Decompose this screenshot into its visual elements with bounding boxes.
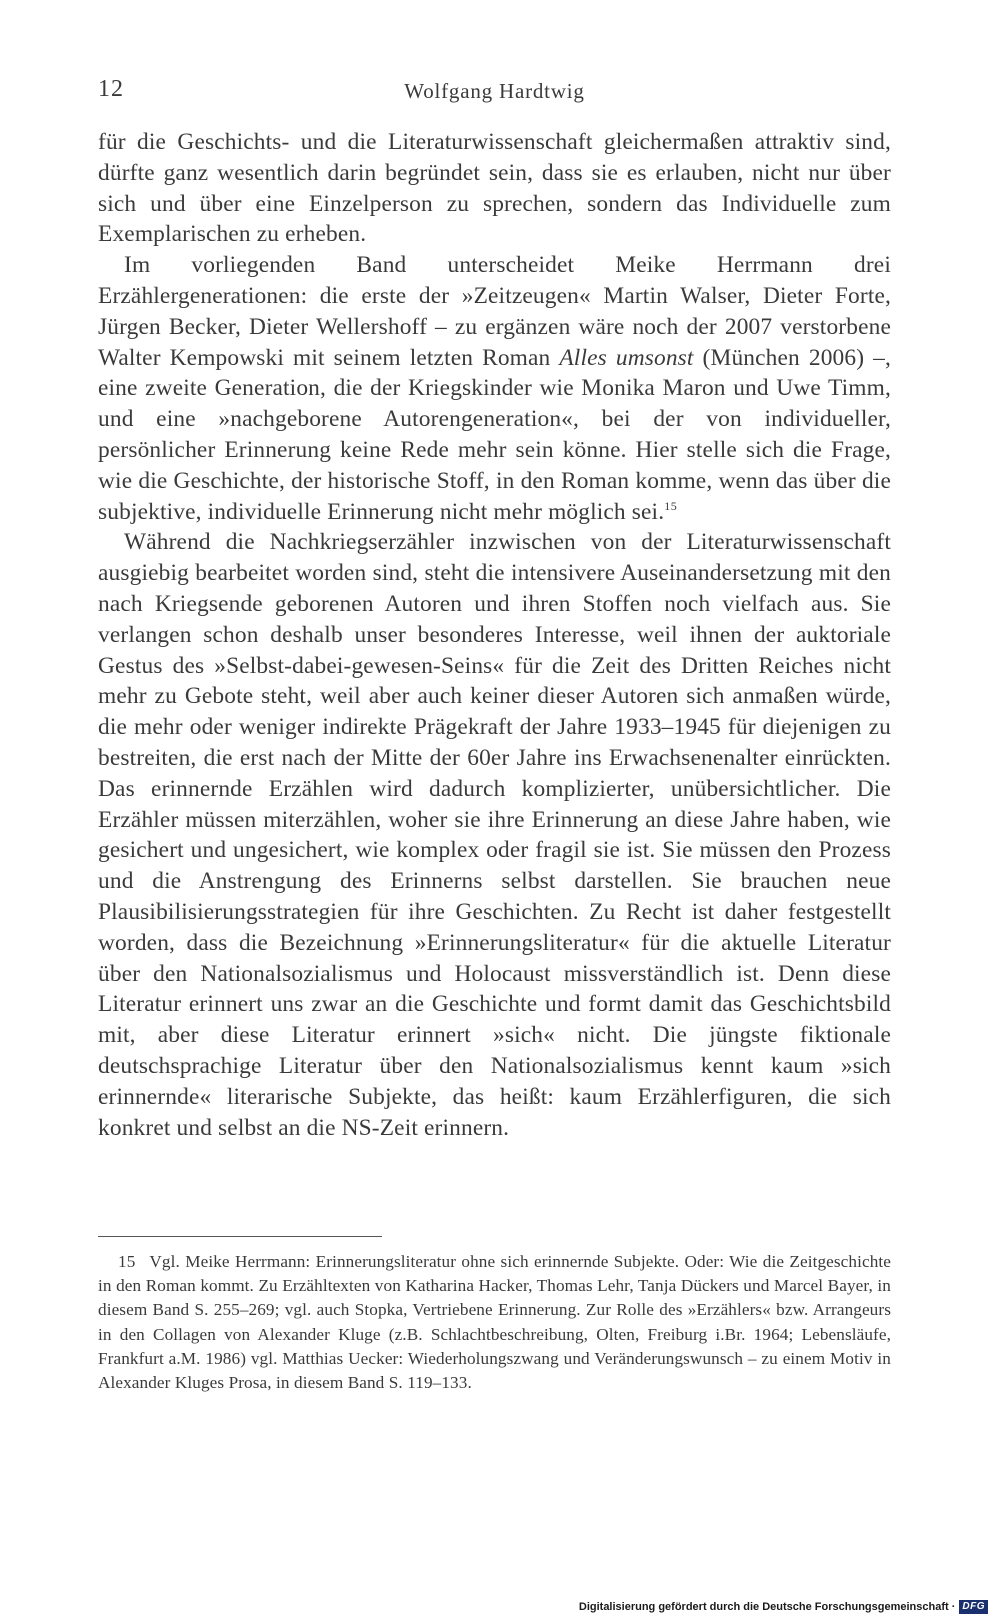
book-title-italic: Alles umsonst	[559, 344, 694, 371]
page-number: 12	[98, 76, 124, 102]
paragraph-text: (München 2006) –, eine zweite Generation, die der Kriegskinder wie Monika Maron und Uwe Timm, und eine »nachgeborene Autorengeneration«, bei der von individueller, persönlicher Erinnerung keine Rede mehr sein könne. Hier stelle sich die Frage, wie die Geschichte, der historische Stoff, in den Roman komme, wenn das über die subjektive, individuelle Erinnerung nicht mehr möglich sei.	[98, 344, 891, 525]
digitization-credit	[579, 1598, 988, 1616]
paragraph-generations	[98, 250, 891, 527]
paragraph-text: Im vorliegenden Band unterscheidet Meike Herrmann drei Erzählergenerationen: die erste der »Zeitzeugen« Martin Walser, Dieter Forte, Jürgen Becker, Dieter Wellershoff – zu ergänzen wäre noch der 2007 verstorbene Walter Kempowski mit seinem letzten Roman	[98, 252, 891, 371]
footnote	[98, 1250, 891, 1395]
paragraph-postwar-authors: Während die Nachkriegserzähler inzwischen von der Literaturwissenschaft ausgiebig bearbeitet worden sind, steht die intensivere Auseinandersetzung mit den nach Kriegsende geborenen Autoren und ihren Stoffen noch vielfach aus. Sie verlangen schon deshalb unser besonderes Interesse, weil ihnen der auktoriale Gestus des »Selbst-dabei-gewesen-Seins« für die Zeit des Dritten Reiches nicht mehr zu Gebote steht, weil aber auch keiner dieser Autoren sich anmaßen würde, die mehr oder weniger indirekte Prägekraft der Jahre 1933–1945 für diejenigen zu bestreiten, die erst nach der Mitte der 60er Jahre ins Erwachsenenalter einrückten. Das erinnernde Erzählen wird dadurch komplizierter, unübersichtlicher. Die Erzähler müssen miterzählen, woher sie ihre Erinnerung an diese Jahre haben, wie gesichert und ungesichert, wie komplex oder fragil sie ist. Sie müssen den Prozess und die Anstrengung des Erinnerns selbst darstellen. Sie brauchen neue Plausibilisierungsstrategien für ihre Geschichten. Zu Recht ist daher festgestellt worden, dass die Bezeichnung »Erinnerungsliteratur« für die aktuelle Literatur über den Nationalsozialismus und Holocaust missverständlich ist. Denn diese Literatur erinnert uns zwar an die Geschichte und formt damit das Geschichtsbild mit, aber diese Literatur erinnert »sich« nicht. Die jüngste fiktionale deutschsprachige Literatur über den Nationalsozialismus kennt kaum »sich erinnernde« literarische Subjekte, das heißt: kaum Erzählerfiguren, die sich konkret und selbst an die NS-Zeit erinnern.	[98, 529, 891, 1141]
paragraph-continued: für die Geschichts- und die Literaturwissenschaft gleichermaßen attraktiv sind, dürfte ganz wesentlich darin begründet sein, dass sie es erlauben, nicht nur über sich und über eine Einzelperson zu sprechen, sondern das Individuelle zum Exemplarischen zu erheben.	[98, 129, 891, 248]
footnote-text: Vgl. Meike Herrmann: Erinnerungsliteratur ohne sich erinnernde Subjekte. Oder: Wie die Zeitgeschichte in den Roman kommt. Zu Erzähltexten von Katharina Hacker, Thomas Lehr, Tanja Dückers und Marcel Bayer, in diesem Band S. 255–269; vgl. auch Stopka, Vertriebene Erinnerung. Zur Rolle des »Erzählers« bzw. Arrangeurs in den Collagen von Alexander Kluge (z.B. Schlachtbeschreibung, Olten, Freiburg i.Br. 1964; Lebensläufe, Frankfurt a.M. 1986) vgl. Matthias Uecker: Wiederholungszwang und Veränderungswunsch – zu einem Motiv in Alexander Kluges Prosa, in diesem Band S. 119–133.	[98, 1252, 891, 1393]
footnote-separator	[98, 1236, 382, 1237]
footnote-number: 15	[118, 1252, 136, 1271]
main-text	[98, 127, 891, 1143]
running-head-author: Wolfgang Hardtwig	[404, 79, 585, 103]
footnotes-section	[98, 1250, 891, 1395]
page-header	[98, 76, 891, 108]
footnote-reference[interactable]: 15	[664, 498, 678, 513]
dfg-logo-icon: DFG	[959, 1600, 988, 1614]
credit-text: Digitalisierung gefördert durch die Deutsche Forschungsgemeinschaft ·	[578, 1601, 956, 1613]
